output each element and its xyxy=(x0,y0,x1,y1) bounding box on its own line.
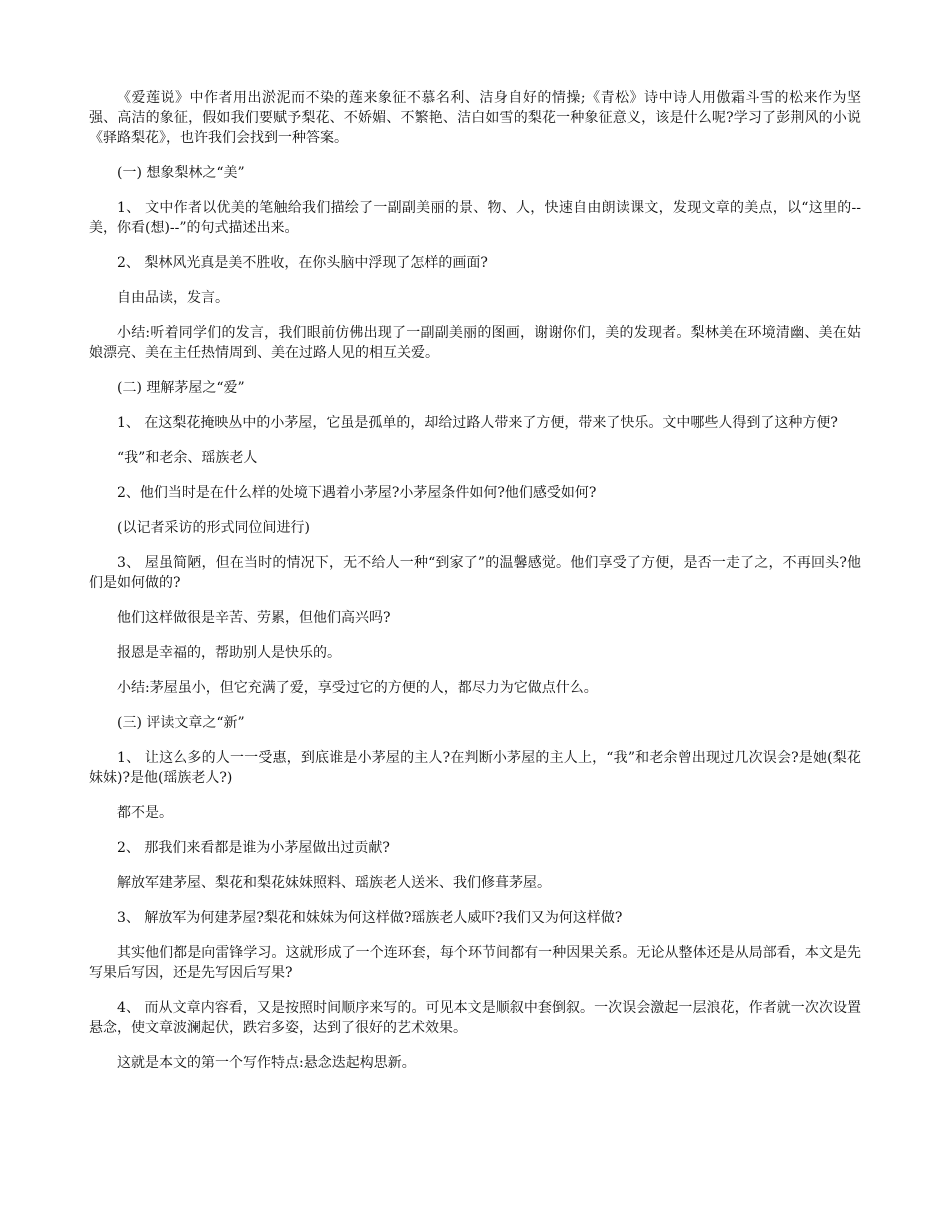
intro-paragraph: 《爱莲说》中作者用出淤泥而不染的莲来象征不慕名利、洁身自好的情操;《青松》诗中诗人用傲霜斗雪的松来作为坚强、高洁的象征，假如我们要赋予梨花、不娇媚、不繁艳、洁白如雪的梨花一种象征意义，该是什么呢?学习了彭荆风的小说《驿路梨花》，也许我们会找到一种答案。 xyxy=(89,90,861,146)
paragraph: 他们这样做很是辛苦、劳累，但他们高兴吗? xyxy=(117,610,391,626)
paragraph: 解放军建茅屋、梨花和梨花妹妹照料、瑶族老人送米、我们修葺茅屋。 xyxy=(117,875,551,891)
paragraph: 3、 屋虽简陋，但在当时的情况下，无不给人一种“到家了”的温馨感觉。他们享受了方便，是否一走了之，不再回头?他们是如何做的? xyxy=(89,555,861,591)
paragraph: 1、 让这么多的人一一受惠，到底谁是小茅屋的主人?在判断小茅屋的主人上，“我”和老余曾出现过几次误会?是她(梨花妹妹)?是他(瑶族老人?) xyxy=(89,750,861,786)
paragraph: 2、他们当时是在什么样的处境下遇着小茅屋?小茅屋条件如何?他们感受如何? xyxy=(117,485,597,501)
paragraph: 自由品读，发言。 xyxy=(117,290,229,306)
paragraph: 4、 而从文章内容看，又是按照时间顺序来写的。可见本文是顺叙中套倒叙。一次误会激起一层浪花，作者就一次次设置悬念，使文章波澜起伏，跌宕多姿，达到了很好的艺术效果。 xyxy=(89,1000,861,1036)
summary-paragraph: 小结:茅屋虽小，但它充满了爱，享受过它的方便的人，都尽力为它做点什么。 xyxy=(117,680,598,696)
conclusion-paragraph: 这就是本文的第一个写作特点:悬念迭起构思新。 xyxy=(117,1055,416,1071)
paragraph: 2、 那我们来看都是谁为小茅屋做出过贡献? xyxy=(117,840,390,856)
section-heading-love: (二) 理解茅屋之“爱” xyxy=(117,380,245,396)
paragraph: 报恩是幸福的，帮助别人是快乐的。 xyxy=(117,645,341,661)
document-body xyxy=(89,88,861,1088)
section-heading-new: (三) 评读文章之“新” xyxy=(117,715,245,731)
paragraph: 都不是。 xyxy=(117,805,173,821)
paragraph: “我”和老余、瑶族老人 xyxy=(117,450,258,466)
paragraph: 2、 梨林风光真是美不胜收，在你头脑中浮现了怎样的画面? xyxy=(117,255,488,271)
paragraph: 1、 在这梨花掩映丛中的小茅屋，它虽是孤单的，却给过路人带来了方便，带来了快乐。文中哪些人得到了这种方便? xyxy=(117,415,838,431)
paragraph: 其实他们都是向雷锋学习。这就形成了一个连环套，每个环节间都有一种因果关系。无论从整体还是从局部看，本文是先写果后写因，还是先写因后写果? xyxy=(89,945,861,981)
paragraph: 3、 解放军为何建茅屋?梨花和妹妹为何这样做?瑶族老人威吓?我们又为何这样做? xyxy=(117,910,623,926)
paragraph: (以记者采访的形式同位间进行) xyxy=(117,520,310,536)
summary-paragraph: 小结:听着同学们的发言，我们眼前仿佛出现了一副副美丽的图画，谢谢你们，美的发现者。梨林美在环境清幽、美在姑娘漂亮、美在主任热情周到、美在过路人见的相互关爱。 xyxy=(89,325,861,361)
paragraph: 1、 文中作者以优美的笔触给我们描绘了一副副美丽的景、物、人，快速自由朗读课文，发现文章的美点，以“这里的--美，你看(想)--”的句式描述出来。 xyxy=(89,200,861,236)
section-heading-beauty: (一) 想象梨林之“美” xyxy=(117,165,245,181)
